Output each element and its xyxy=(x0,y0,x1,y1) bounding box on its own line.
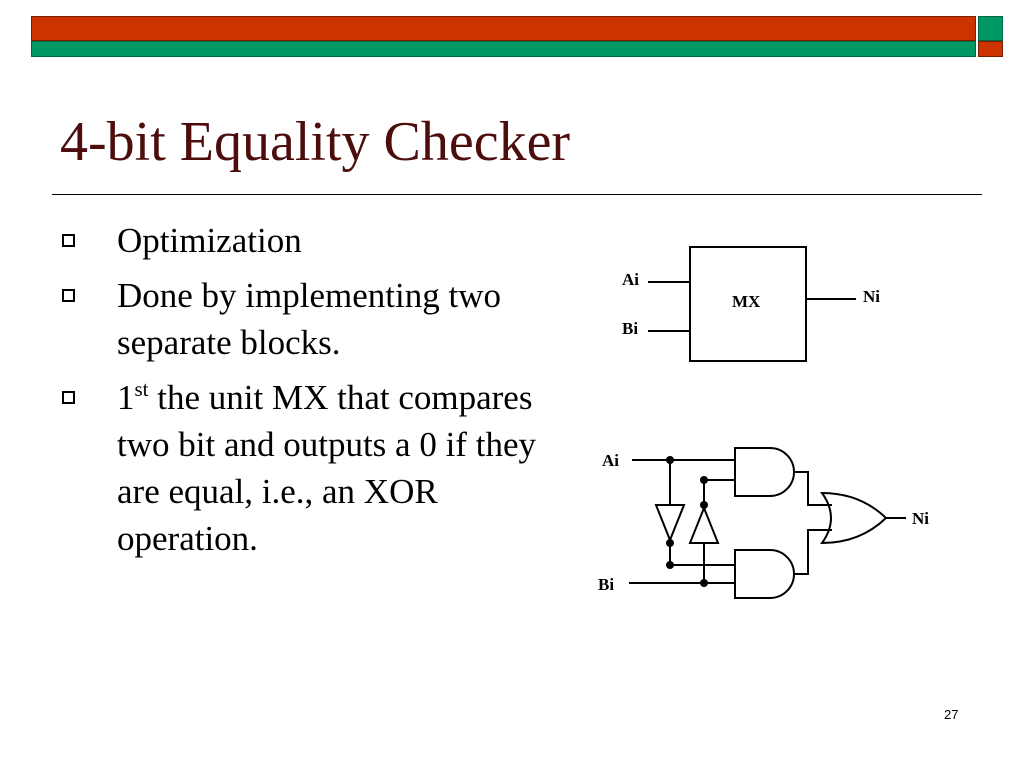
gate-input-a-label: Ai xyxy=(602,451,619,470)
bullet-superscript: st xyxy=(134,377,149,401)
junction-dot xyxy=(700,579,708,587)
inverter-b-bubble xyxy=(701,502,707,508)
gate-input-b-label: Bi xyxy=(598,575,615,594)
and-gate-bottom-icon xyxy=(735,550,794,598)
inverter-a-bubble xyxy=(667,540,673,546)
gate-output-label: Ni xyxy=(912,509,929,528)
junction-dot xyxy=(700,476,708,484)
mx-input-b-label: Bi xyxy=(622,319,639,338)
inverter-b-icon xyxy=(690,508,718,543)
junction-dot xyxy=(666,561,674,569)
bullet-text: Done by implementing two separate blocks. xyxy=(117,276,501,362)
or-gate-icon xyxy=(822,493,886,543)
mx-input-a-label: Ai xyxy=(622,270,639,289)
bullet-ordinal: 1 xyxy=(117,378,135,417)
junction-dots xyxy=(666,456,708,587)
mx-block-label: MX xyxy=(732,292,761,311)
inverter-a-icon xyxy=(656,505,684,540)
page-number: 27 xyxy=(944,707,959,722)
and-gate-top-icon xyxy=(735,448,794,496)
mx-output-label: Ni xyxy=(863,287,880,306)
bullet-text: the unit MX that compares two bit and outputs a 0 if they are equal, i.e., an XOR operation. xyxy=(117,378,536,558)
xor-gate-diagram xyxy=(629,448,906,598)
junction-dot xyxy=(666,456,674,464)
bullet-text: Optimization xyxy=(117,221,302,260)
slide-title: 4-bit Equality Checker xyxy=(60,111,571,173)
